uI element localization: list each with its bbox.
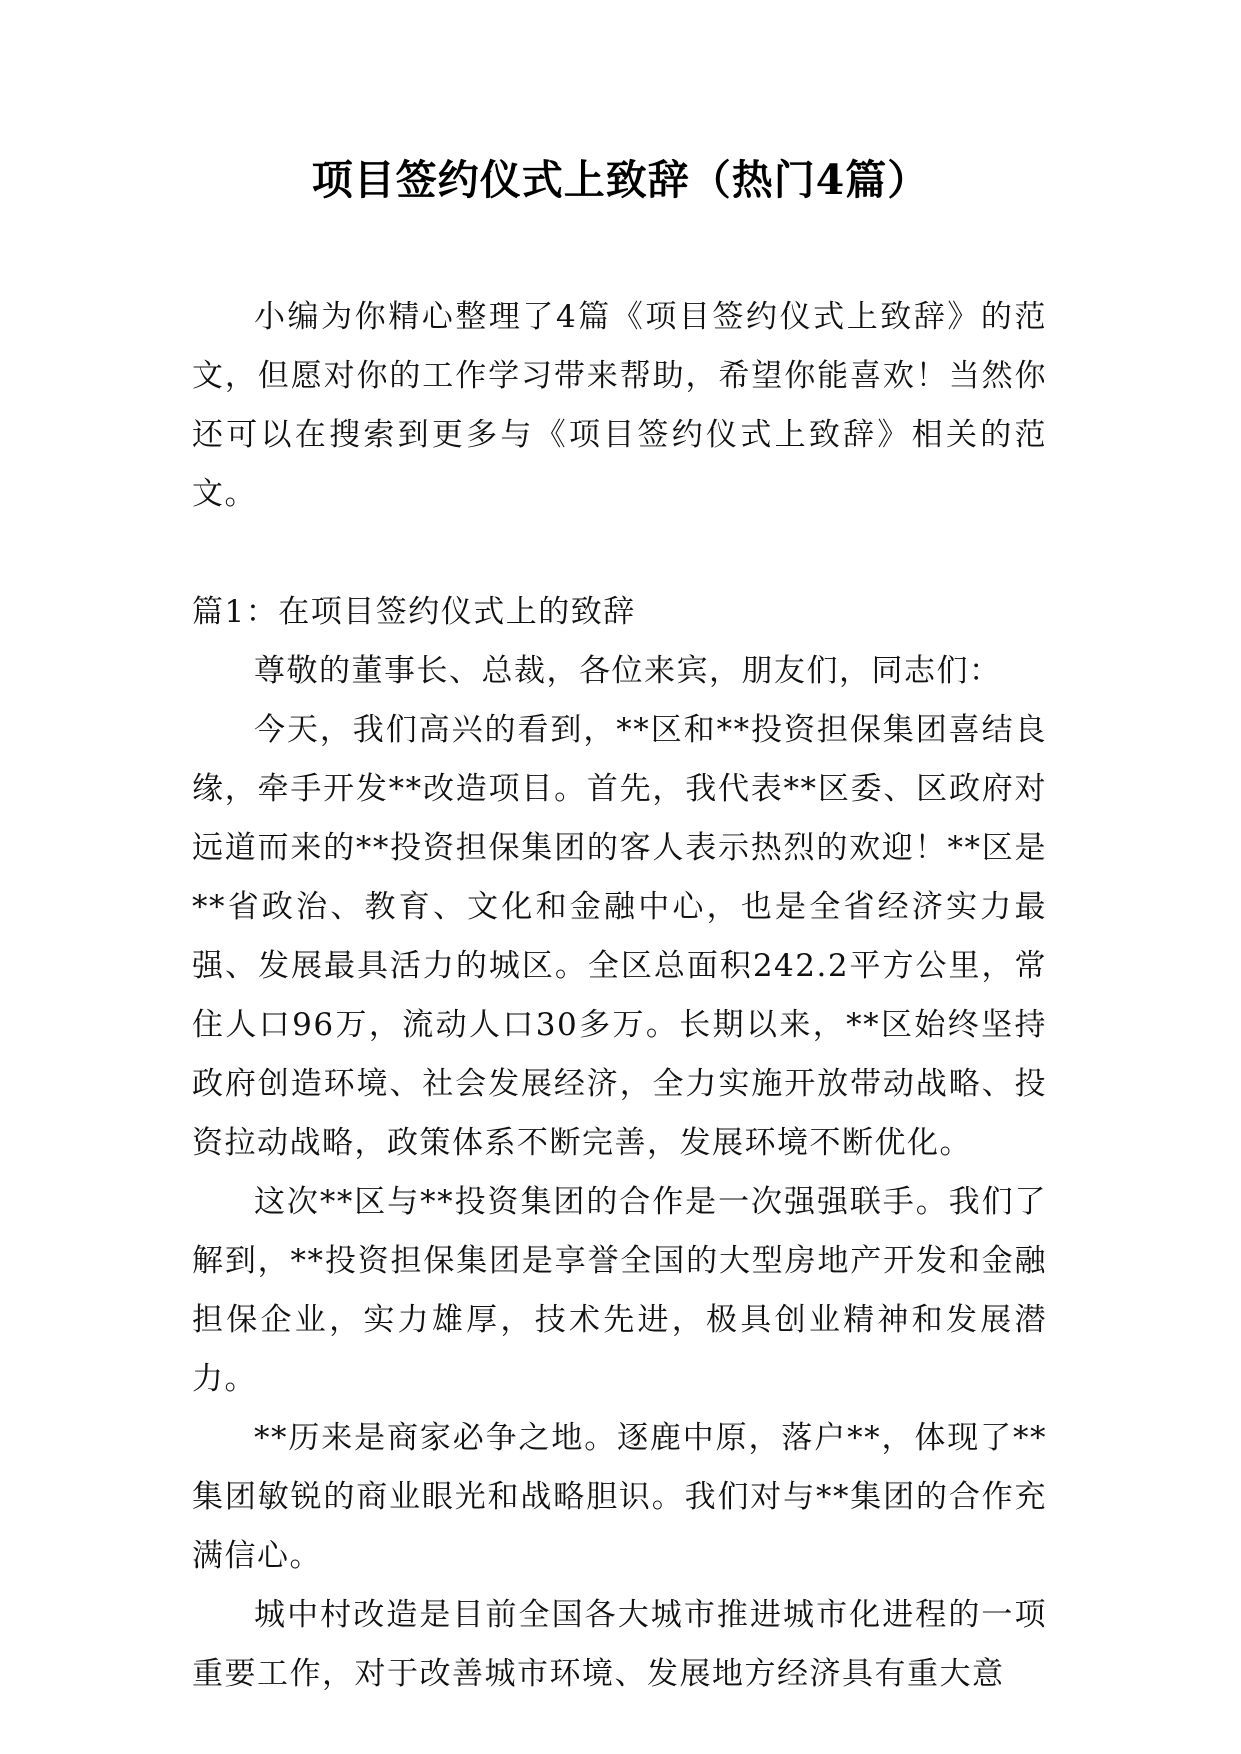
body-paragraph: 今天，我们高兴的看到，**区和**投资担保集团喜结良缘，牵手开发**改造项目。首先，我代表**区委、区政府对远道而来的**投资担保集团的客人表示热烈的欢迎！**区是**省政治、教育、文化和金融中心，也是全省经济实力最强、发展最具活力的城区。全区总面积242.2平方公里，常住人口96万，流动人口30多万。长期以来，**区始终坚持政府创造环境、社会发展经济，全力实施开放带动战略、投资拉动战略，政策体系不断完善，发展环境不断优化。 [192, 712, 1047, 1161]
section-heading: 篇1：在项目签约仪式上的致辞 [192, 594, 636, 630]
body-paragraph: 城中村改造是目前全国各大城市推进城市化进程的一项重要工作，对于改善城市环境、发展地方经济具有重大意 [192, 1597, 1047, 1692]
intro-paragraph: 小编为你精心整理了4篇《项目签约仪式上致辞》的范文，但愿对你的工作学习带来帮助，希望你能喜欢！当然你还可以在搜索到更多与《项目签约仪式上致辞》相关的范文。 [192, 299, 1047, 512]
body-paragraph: **历来是商家必争之地。逐鹿中原，落户**，体现了**集团敏锐的商业眼光和战略胆识。我们对与**集团的合作充满信心。 [192, 1420, 1047, 1574]
document-title: 项目签约仪式上致辞（热门4篇） [311, 156, 930, 204]
salutation-paragraph: 尊敬的董事长、总裁，各位来宾，朋友们，同志们： [254, 653, 1002, 689]
body-paragraph: 这次**区与**投资集团的合作是一次强强联手。我们了解到，**投资担保集团是享誉全国的大型房地产开发和金融担保企业，实力雄厚，技术先进，极具创业精神和发展潜力。 [192, 1184, 1047, 1397]
document-body [192, 288, 1047, 1704]
